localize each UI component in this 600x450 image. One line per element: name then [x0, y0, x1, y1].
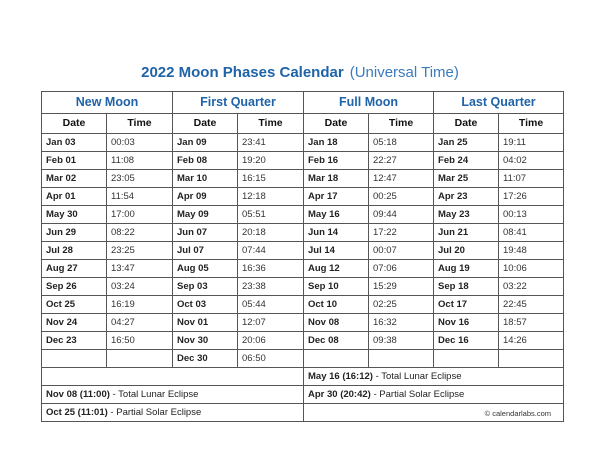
- phase-date-cell: Nov 08: [304, 314, 369, 332]
- eclipse-when: Nov 08 (11:00): [46, 389, 110, 400]
- phase-date-cell: Dec 30: [173, 350, 238, 368]
- phase-date-cell: Apr 17: [304, 188, 369, 206]
- phase-date-cell: Nov 16: [434, 314, 499, 332]
- phase-time-cell: 08:41: [499, 224, 564, 242]
- phase-time-cell: [499, 350, 564, 368]
- phase-date-cell: Apr 01: [42, 188, 107, 206]
- phase-date-cell: Mar 25: [434, 170, 499, 188]
- phase-date-cell: Apr 09: [173, 188, 238, 206]
- phase-time-cell: 02:25: [369, 296, 434, 314]
- column-header-date: Date: [304, 114, 369, 134]
- phase-time-cell: 16:15: [238, 170, 304, 188]
- phase-time-cell: 04:27: [107, 314, 173, 332]
- phase-date-cell: Jan 18: [304, 134, 369, 152]
- phase-time-cell: 18:57: [499, 314, 564, 332]
- phase-time-cell: 23:38: [238, 278, 304, 296]
- phase-date-cell: May 30: [42, 206, 107, 224]
- table-row: [42, 314, 564, 332]
- phase-time-cell: 19:20: [238, 152, 304, 170]
- phase-date-cell: Feb 01: [42, 152, 107, 170]
- phase-date-cell: Sep 03: [173, 278, 238, 296]
- phase-time-cell: 00:03: [107, 134, 173, 152]
- title-subtitle: (Universal Time): [349, 64, 459, 81]
- phase-date-cell: Sep 18: [434, 278, 499, 296]
- phase-time-cell: 22:27: [369, 152, 434, 170]
- table-row: [42, 332, 564, 350]
- phase-time-cell: 10:06: [499, 260, 564, 278]
- phase-date-cell: Dec 16: [434, 332, 499, 350]
- eclipse-note: [304, 386, 564, 404]
- phase-header-last-quarter: Last Quarter: [434, 92, 564, 114]
- phase-time-cell: 08:22: [107, 224, 173, 242]
- phase-date-cell: Feb 24: [434, 152, 499, 170]
- phase-time-cell: 13:47: [107, 260, 173, 278]
- phase-date-cell: Mar 18: [304, 170, 369, 188]
- phase-time-cell: 07:06: [369, 260, 434, 278]
- column-header-time: Time: [499, 114, 564, 134]
- phase-time-cell: 00:25: [369, 188, 434, 206]
- table-row: [42, 224, 564, 242]
- moon-phases-table: [41, 91, 564, 422]
- eclipse-row: [42, 386, 564, 404]
- phase-time-cell: 05:51: [238, 206, 304, 224]
- phase-date-cell: Jun 14: [304, 224, 369, 242]
- phase-time-cell: 11:08: [107, 152, 173, 170]
- phase-time-cell: 14:26: [499, 332, 564, 350]
- column-header-date: Date: [42, 114, 107, 134]
- phase-time-cell: 17:22: [369, 224, 434, 242]
- credit-text: © calendarlabs.com: [484, 409, 551, 418]
- phase-time-cell: 17:00: [107, 206, 173, 224]
- column-header-time: Time: [238, 114, 304, 134]
- phase-time-cell: 16:32: [369, 314, 434, 332]
- phase-time-cell: 09:44: [369, 206, 434, 224]
- eclipse-desc: - Partial Solar Eclipse: [107, 407, 202, 418]
- phase-time-cell: 19:48: [499, 242, 564, 260]
- phase-time-cell: 07:44: [238, 242, 304, 260]
- phase-time-cell: 12:47: [369, 170, 434, 188]
- eclipse-when: May 16 (16:12): [308, 371, 373, 382]
- phase-time-cell: 20:18: [238, 224, 304, 242]
- table-row: [42, 260, 564, 278]
- phase-time-cell: 03:22: [499, 278, 564, 296]
- title-text: 2022 Moon Phases Calendar: [141, 64, 344, 81]
- eclipse-when: Oct 25 (11:01): [46, 407, 108, 418]
- eclipse-note-empty: [42, 368, 304, 386]
- phase-header-row: [42, 92, 564, 114]
- table-row: [42, 206, 564, 224]
- phase-time-cell: 20:06: [238, 332, 304, 350]
- table-row: [42, 296, 564, 314]
- page-title: [0, 64, 600, 81]
- phase-date-cell: May 16: [304, 206, 369, 224]
- phase-date-cell: Sep 10: [304, 278, 369, 296]
- table-row: [42, 170, 564, 188]
- column-header-row: [42, 114, 564, 134]
- table-row: [42, 350, 564, 368]
- phase-header-full-moon: Full Moon: [304, 92, 434, 114]
- phase-time-cell: 16:50: [107, 332, 173, 350]
- phase-date-cell: May 23: [434, 206, 499, 224]
- phase-date-cell: Feb 16: [304, 152, 369, 170]
- phase-date-cell: Jan 03: [42, 134, 107, 152]
- phase-time-cell: 00:13: [499, 206, 564, 224]
- phase-date-cell: [304, 350, 369, 368]
- column-header-time: Time: [369, 114, 434, 134]
- phase-time-cell: [369, 350, 434, 368]
- eclipse-desc: - Total Lunar Eclipse: [372, 371, 462, 382]
- phase-date-cell: Jul 14: [304, 242, 369, 260]
- phase-time-cell: 15:29: [369, 278, 434, 296]
- phase-date-cell: May 09: [173, 206, 238, 224]
- phase-time-cell: 23:41: [238, 134, 304, 152]
- eclipse-note: [42, 386, 304, 404]
- phase-date-cell: Oct 17: [434, 296, 499, 314]
- phase-date-cell: Jul 07: [173, 242, 238, 260]
- phase-time-cell: 16:36: [238, 260, 304, 278]
- phase-date-cell: Dec 23: [42, 332, 107, 350]
- phase-time-cell: 04:02: [499, 152, 564, 170]
- phase-time-cell: 12:07: [238, 314, 304, 332]
- phase-time-cell: 16:19: [107, 296, 173, 314]
- table-row: [42, 242, 564, 260]
- phase-date-cell: Nov 01: [173, 314, 238, 332]
- phase-date-cell: Nov 24: [42, 314, 107, 332]
- phase-time-cell: 00:07: [369, 242, 434, 260]
- eclipse-row: [42, 368, 564, 386]
- phase-time-cell: 03:24: [107, 278, 173, 296]
- phase-date-cell: Aug 12: [304, 260, 369, 278]
- phase-time-cell: 05:18: [369, 134, 434, 152]
- phase-date-cell: Jun 07: [173, 224, 238, 242]
- phase-time-cell: [107, 350, 173, 368]
- phase-time-cell: 11:07: [499, 170, 564, 188]
- phase-date-cell: Jun 29: [42, 224, 107, 242]
- phase-date-cell: Sep 26: [42, 278, 107, 296]
- phase-date-cell: Oct 25: [42, 296, 107, 314]
- column-header-date: Date: [434, 114, 499, 134]
- table-row: [42, 134, 564, 152]
- column-header-date: Date: [173, 114, 238, 134]
- phase-time-cell: 22:45: [499, 296, 564, 314]
- phase-time-cell: 17:26: [499, 188, 564, 206]
- eclipse-when: Apr 30 (20:42): [308, 389, 371, 400]
- phase-date-cell: Mar 02: [42, 170, 107, 188]
- eclipse-desc: - Total Lunar Eclipse: [109, 389, 199, 400]
- phase-date-cell: Jul 28: [42, 242, 107, 260]
- phase-date-cell: Jan 09: [173, 134, 238, 152]
- phase-date-cell: Jun 21: [434, 224, 499, 242]
- phase-time-cell: 23:25: [107, 242, 173, 260]
- phase-time-cell: 05:44: [238, 296, 304, 314]
- eclipse-note: [42, 404, 304, 422]
- eclipse-note: [304, 368, 564, 386]
- phase-date-cell: Jan 25: [434, 134, 499, 152]
- phase-time-cell: 06:50: [238, 350, 304, 368]
- phase-date-cell: Aug 19: [434, 260, 499, 278]
- phase-header-first-quarter: First Quarter: [173, 92, 304, 114]
- phase-time-cell: 19:11: [499, 134, 564, 152]
- eclipse-desc: - Partial Solar Eclipse: [370, 389, 465, 400]
- phase-date-cell: Apr 23: [434, 188, 499, 206]
- phase-date-cell: Mar 10: [173, 170, 238, 188]
- phase-date-cell: Aug 05: [173, 260, 238, 278]
- phase-date-cell: Dec 08: [304, 332, 369, 350]
- phase-time-cell: 23:05: [107, 170, 173, 188]
- column-header-time: Time: [107, 114, 173, 134]
- phase-date-cell: Feb 08: [173, 152, 238, 170]
- phase-date-cell: Aug 27: [42, 260, 107, 278]
- phase-date-cell: Jul 20: [434, 242, 499, 260]
- table-row: [42, 152, 564, 170]
- phase-rows: [42, 134, 564, 368]
- phase-date-cell: [434, 350, 499, 368]
- phase-time-cell: 09:38: [369, 332, 434, 350]
- phase-date-cell: Oct 03: [173, 296, 238, 314]
- phase-time-cell: 12:18: [238, 188, 304, 206]
- phase-date-cell: Nov 30: [173, 332, 238, 350]
- phase-header-new-moon: New Moon: [42, 92, 173, 114]
- table-row: [42, 188, 564, 206]
- phase-time-cell: 11:54: [107, 188, 173, 206]
- phase-date-cell: [42, 350, 107, 368]
- phase-date-cell: Oct 10: [304, 296, 369, 314]
- table-row: [42, 278, 564, 296]
